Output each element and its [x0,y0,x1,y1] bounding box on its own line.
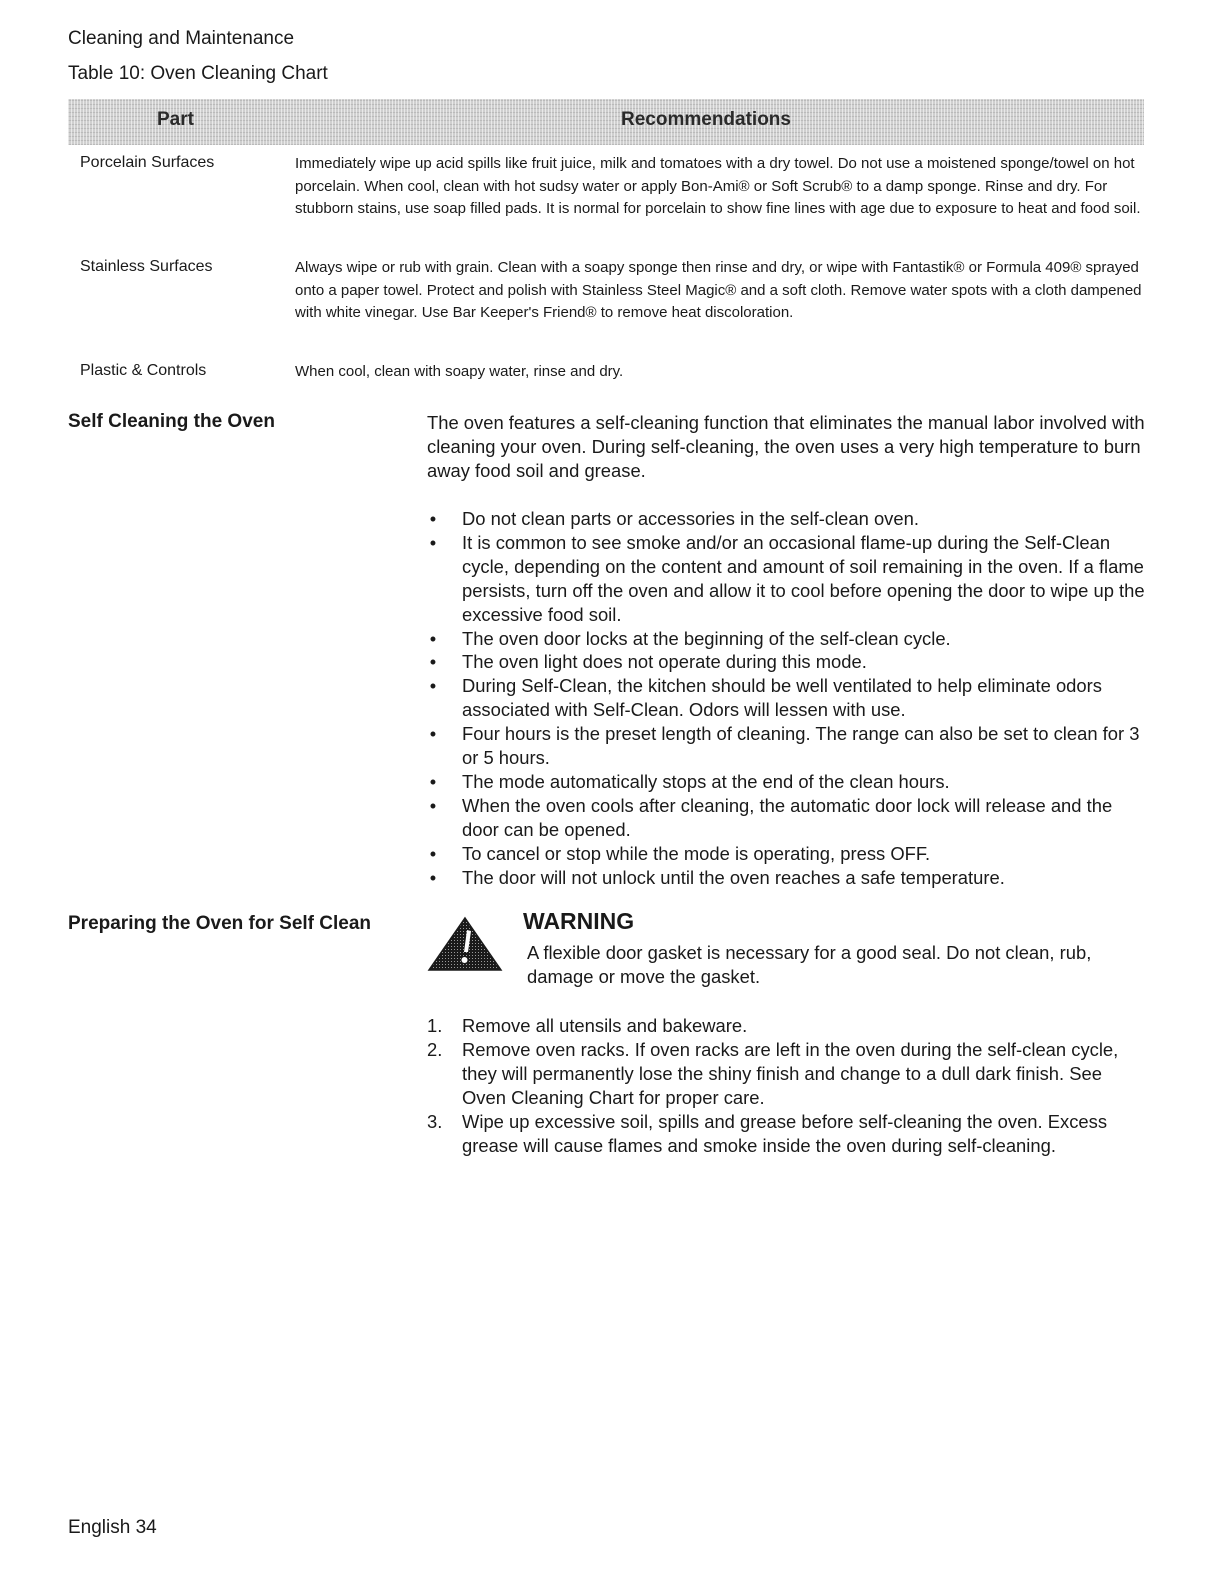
preparation-steps-list [427,1014,1147,1157]
bullet-icon: • [429,723,437,745]
column-header-part: Part [157,109,194,130]
table-row-recommendation: When cool, clean with soapy water, rinse and dry. [295,363,624,380]
list-item: 3. Wipe up excessive soil, spills and grease before self-cleaning the oven. Excess grease will cause flames and smoke inside the oven during self-cleaning. [427,1110,1108,1156]
self-cleaning-intro: The oven features a self-cleaning function that eliminates the manual labor involved with cleaning your oven. During self-cleaning, the oven uses a very high temperature to burn away food soil and grease. [427,412,1145,481]
step-number: 2. [427,1038,443,1060]
table-row-recommendation: Immediately wipe up acid spills like fruit juice, milk and tomatoes with a dry towel. Do not use a moistened sponge/towel on hot porcelain. When cool, clean with hot sudsy water or apply Bon-Ami® or Soft Scrub® to a damp sponge. Rinse and dry. For stubborn stains, use soap filled pads. It is normal for porcelain to show fine lines with age due to exposure to heat and food soil. [295,155,1141,218]
warning-triangle-icon [427,916,503,972]
list-item: • The oven door locks at the beginning of the self-clean cycle. [427,627,1147,651]
bullet-icon: • [429,531,437,553]
table-row-part: Stainless Surfaces [80,258,213,275]
bullet-icon: • [429,627,437,649]
step-number: 3. [427,1110,443,1132]
bullet-icon: • [429,651,437,673]
section-header: Cleaning and Maintenance [68,28,295,49]
list-item: • During Self-Clean, the kitchen should be well ventilated to help eliminate odors associated with Self-Clean. Odors will lessen with use. [427,674,1147,722]
list-item: 2. Remove oven racks. If oven racks are left in the oven during the self-clean cycle, they will permanently lose the shiny finish and change to a dull dark finish. See Oven Cleaning Chart for proper care. [427,1038,1119,1108]
heading-preparing-self-clean: Preparing the Oven for Self Clean [68,913,372,934]
list-item: • The oven light does not operate during this mode. [427,650,1147,674]
list-item: 1. Remove all utensils and bakeware. [427,1015,748,1036]
bullet-icon: • [429,675,437,697]
bullet-icon: • [429,866,437,888]
list-item: • When the oven cools after cleaning, the automatic door lock will release and the door can be opened. [427,794,1147,842]
list-item: • The mode automatically stops at the end of the clean hours. [427,770,1147,794]
page-footer: English 34 [68,1517,157,1538]
self-cleaning-bullet-list [427,507,1147,890]
bullet-icon: • [429,508,437,529]
table-row-recommendation: Always wipe or rub with grain. Clean with a soapy sponge then rinse and dry, or wipe with Fantastik® or Formula 409® sprayed onto a paper towel. Protect and polish with Stainless Steel Magic® and a soft cloth. Remove water spots with a cloth dampened with white vinegar. Use Bar Keeper's Friend® to remove heat discoloration. [295,259,1142,322]
heading-self-cleaning: Self Cleaning the Oven [68,411,275,432]
table-caption: Table 10: Oven Cleaning Chart [68,63,328,84]
bullet-icon: • [429,770,437,792]
warning-text: A flexible door gasket is necessary for a good seal. Do not clean, rub, damage or move the gasket. [527,942,1092,987]
table-row-part: Porcelain Surfaces [80,154,215,171]
list-item: • Do not clean parts or accessories in the self-clean oven. [427,507,1147,531]
list-item: • The door will not unlock until the oven reaches a safe temperature. [427,866,1147,890]
table-row-part: Plastic & Controls [80,362,207,379]
table-header [68,99,1144,145]
list-item: • It is common to see smoke and/or an occasional flame-up during the Self-Clean cycle, depending on the content and amount of soil remaining in the oven. If a flame persists, turn off the oven and allow it to cool before opening the door to wipe up the excessive food soil. [427,531,1147,627]
step-number: 1. [427,1015,443,1036]
column-header-recommendations: Recommendations [621,109,791,130]
list-item: • To cancel or stop while the mode is operating, press OFF. [427,842,1147,866]
bullet-icon: • [429,794,437,816]
warning-title: WARNING [523,908,635,934]
list-item: • Four hours is the preset length of cleaning. The range can also be set to clean for 3 or 5 hours. [427,722,1147,770]
bullet-icon: • [429,842,437,864]
